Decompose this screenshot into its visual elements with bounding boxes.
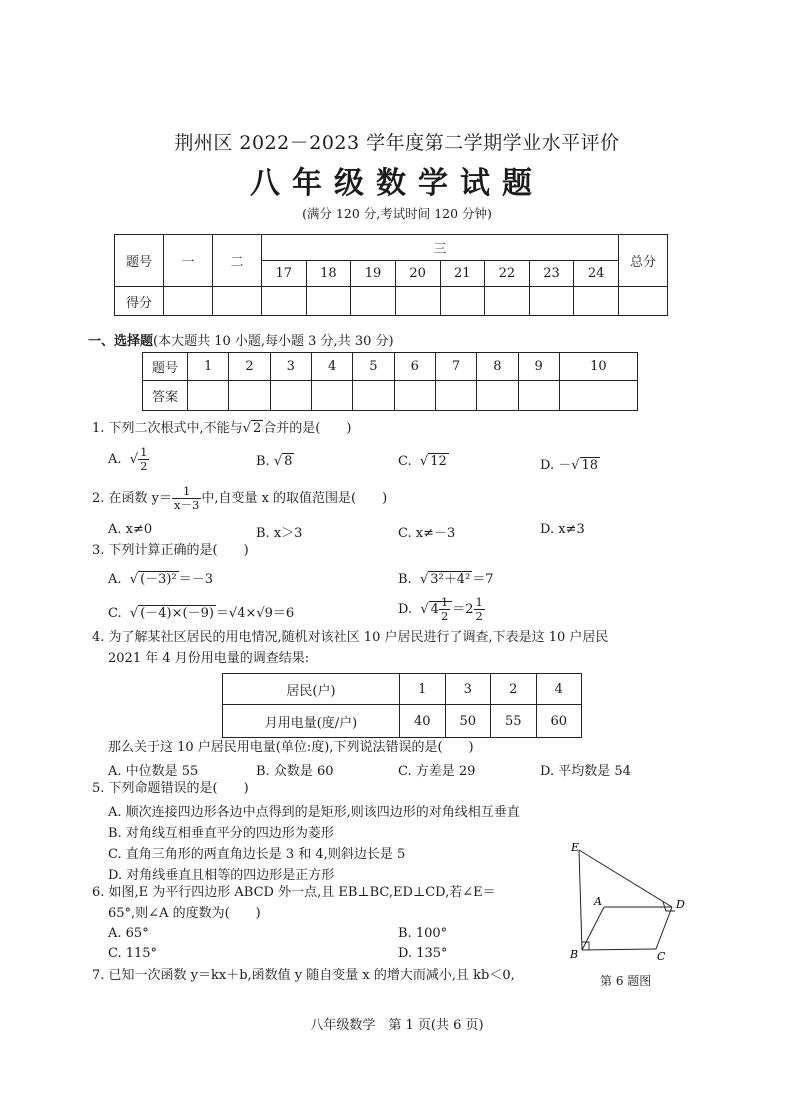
answer-label-ans: 答案 xyxy=(143,381,188,411)
answer-label-qno: 题号 xyxy=(143,353,188,381)
q3-option-c[interactable]: C. √ (－4)×(－9) ＝√4×√9＝6 xyxy=(108,606,295,621)
q1-b-rad: 8 xyxy=(284,454,293,469)
label-c: C xyxy=(657,950,666,963)
label-b: B xyxy=(570,948,579,961)
answer-cell[interactable] xyxy=(559,381,637,411)
segment-ed xyxy=(579,850,672,907)
q1-option-a[interactable]: A. √ $\frac{1}{2}$ xyxy=(108,445,148,473)
answer-col: 9 xyxy=(518,353,559,381)
q6-option-b[interactable]: B. 100° xyxy=(398,926,448,941)
score-cell[interactable] xyxy=(262,287,307,316)
answer-col: 8 xyxy=(477,353,518,381)
q2-stem-b: 中,自变量 x 的取值范围是( ) xyxy=(201,491,388,506)
q5-stem: 5. 下列命题错误的是( ) xyxy=(92,781,249,796)
q3-a-label: A. xyxy=(108,572,122,587)
q1-option-c[interactable]: C. √ 12 xyxy=(398,454,447,469)
q2-fraction xyxy=(172,485,201,512)
answer-cell[interactable] xyxy=(518,381,559,411)
power-cell: 3 xyxy=(445,674,491,705)
exam-region-title: 荆州区 2022－2023 学年度第二学期学业水平评价 xyxy=(174,132,620,154)
q3-d-num: 1 xyxy=(440,595,449,609)
q2-den: x－3 xyxy=(174,498,200,512)
score-col-2: 二 xyxy=(213,235,262,287)
q1-stem: 1. 下列二次根式中,不能与√ 2 合并的是( ) xyxy=(92,421,352,436)
q1-d-label: D. － xyxy=(540,458,572,473)
q1-a-num: 1 xyxy=(140,445,148,459)
answer-cell[interactable] xyxy=(311,381,352,411)
answer-col: 1 xyxy=(188,353,229,381)
score-sub-col: 19 xyxy=(351,261,396,287)
q3-a-rest: ＝－3 xyxy=(178,572,214,587)
q5-option-a[interactable]: A. 顺次连接四边形各边中点得到的是矩形,则该四边形的对角线相互垂直 xyxy=(108,805,520,820)
score-cell[interactable] xyxy=(529,287,574,316)
q4-stem-line3: 那么关于这 10 户居民用电量(单位:度),下列说法错误的是( ) xyxy=(108,740,474,755)
power-cell: 1 xyxy=(400,674,446,705)
segment-ab xyxy=(582,907,604,950)
q1-stem-b: 合并的是( ) xyxy=(263,421,352,436)
q2-option-a[interactable]: A. x≠0 xyxy=(108,522,153,537)
score-cell[interactable] xyxy=(440,287,485,316)
q3-c-rest: ＝√4×√9＝6 xyxy=(215,606,295,621)
section-1-desc: (本大题共 10 小题,每小题 3 分,共 30 分) xyxy=(153,334,394,349)
q2-option-d[interactable]: D. x≠3 xyxy=(540,522,585,537)
q3-option-b[interactable]: B. √ 3²＋4² ＝7 xyxy=(398,572,494,587)
score-col-total: 总分 xyxy=(619,235,668,287)
q4-stem-line1: 4. 为了解某社区居民的用电情况,随机对该社区 10 户居民进行了调查,下表是这 10 户居民 xyxy=(92,630,609,645)
segment-cd xyxy=(656,907,672,949)
score-cell[interactable] xyxy=(213,287,262,316)
segment-bc xyxy=(582,949,656,950)
score-col-1: 一 xyxy=(164,235,213,287)
q6-option-c[interactable]: C. 115° xyxy=(108,946,158,961)
score-cell[interactable] xyxy=(306,287,351,316)
exam-title: 八年级数学试题 xyxy=(250,166,544,201)
score-cell[interactable] xyxy=(574,287,619,316)
power-row2-label: 月用电量(度/户) xyxy=(223,705,400,738)
power-cell: 40 xyxy=(400,705,446,738)
q1-c-label: C. xyxy=(398,454,412,469)
q1-b-label: B. xyxy=(256,454,270,469)
q3-d-int: 4 xyxy=(430,602,439,617)
q1-a-den: 2 xyxy=(140,459,148,473)
q6-option-d[interactable]: D. 135° xyxy=(398,946,448,961)
answer-cell[interactable] xyxy=(435,381,476,411)
q3-d-label: D. xyxy=(398,602,413,617)
answer-cell[interactable] xyxy=(229,381,270,411)
q1-c-rad: 12 xyxy=(430,454,447,469)
q3-c-rad: (－4)×(－9) xyxy=(140,606,214,621)
power-cell: 60 xyxy=(536,705,582,738)
score-sub-col: 21 xyxy=(440,261,485,287)
score-col-3: 三 xyxy=(262,235,619,261)
q2-option-c[interactable]: C. x≠－3 xyxy=(398,526,456,541)
q6-geometry-figure xyxy=(560,836,700,970)
q6-option-a[interactable]: A. 65° xyxy=(108,926,149,941)
label-a: A xyxy=(594,895,602,908)
answer-col: 7 xyxy=(435,353,476,381)
score-sub-col: 17 xyxy=(262,261,307,287)
power-usage-table xyxy=(222,673,582,738)
answer-table xyxy=(142,352,638,411)
answer-col: 4 xyxy=(311,353,352,381)
answer-cell[interactable] xyxy=(270,381,311,411)
q2-num: 1 xyxy=(172,485,201,499)
q3-d-frac2 xyxy=(474,596,485,623)
q5-option-c[interactable]: C. 直角三角形的两直角边长是 3 和 4,则斜边长是 5 xyxy=(108,847,406,862)
q3-b-rest: ＝7 xyxy=(472,572,494,587)
q2-stem-a: 2. 在函数 y＝ xyxy=(92,491,173,506)
q3-d-frac xyxy=(439,596,450,623)
score-cell[interactable] xyxy=(395,287,440,316)
power-row1-label: 居民(户) xyxy=(223,674,400,705)
score-cell[interactable] xyxy=(485,287,530,316)
q1-d-rad: 18 xyxy=(581,458,599,473)
answer-col: 5 xyxy=(353,353,394,381)
power-cell: 2 xyxy=(491,674,537,705)
answer-col: 3 xyxy=(270,353,311,381)
q7-stem: 7. 已知一次函数 y＝kx＋b,函数值 y 随自变量 x 的增大而减小,且 kb＜0, xyxy=(92,968,515,983)
power-cell: 50 xyxy=(445,705,491,738)
answer-cell[interactable] xyxy=(188,381,229,411)
q1-stem-radicand: 2 xyxy=(252,421,262,436)
q3-a-rad: (－3)² xyxy=(140,572,177,587)
segment-eb xyxy=(579,850,582,950)
q3-b-label: B. xyxy=(398,572,412,587)
score-cell[interactable] xyxy=(619,287,668,316)
q4-option-d[interactable]: D. 平均数是 54 xyxy=(540,764,631,779)
label-e: E xyxy=(571,841,580,854)
score-label-qno: 题号 xyxy=(115,235,164,287)
score-sub-col: 24 xyxy=(574,261,619,287)
power-cell: 55 xyxy=(491,705,537,738)
q1-option-b[interactable]: B. √ 8 xyxy=(256,454,293,469)
score-sub-col: 22 xyxy=(485,261,530,287)
q3-stem: 3. 下列计算正确的是( ) xyxy=(92,543,249,558)
answer-col: 6 xyxy=(394,353,435,381)
q2-option-b[interactable]: B. x＞3 xyxy=(256,526,303,541)
q1-a-fraction xyxy=(138,446,149,473)
q3-d-mid: ＝2 xyxy=(452,602,474,617)
score-cell[interactable] xyxy=(351,287,396,316)
q3-option-a[interactable]: A. √ (－3)² ＝－3 xyxy=(108,572,214,587)
answer-col: 10 xyxy=(559,353,637,381)
q4-option-c[interactable]: C. 方差是 29 xyxy=(398,764,476,779)
q4-option-a[interactable]: A. 中位数是 55 xyxy=(108,764,199,779)
q4-option-b[interactable]: B. 众数是 60 xyxy=(256,764,334,779)
q5-option-b[interactable]: B. 对角线互相垂直平分的四边形为菱形 xyxy=(108,826,334,841)
q6-figure-caption: 第 6 题图 xyxy=(600,974,652,988)
score-cell[interactable] xyxy=(164,287,213,316)
q3-d-num2: 1 xyxy=(475,595,483,609)
q3-d-den2: 2 xyxy=(475,609,483,623)
section-1-title: 一、选择题 xyxy=(88,334,154,349)
q3-d-den: 2 xyxy=(440,609,449,623)
q5-option-d[interactable]: D. 对角线垂直且相等的四边形是正方形 xyxy=(108,868,335,883)
section-1-heading xyxy=(88,330,394,349)
label-d: D xyxy=(676,898,685,911)
q1-stem-a: 1. 下列二次根式中,不能与 xyxy=(92,421,243,436)
q3-option-d[interactable]: D. √ 4 $\frac{1}{2}$ ＝2 $\frac{1}{2}$ xyxy=(398,595,483,623)
score-sub-col: 23 xyxy=(529,261,574,287)
q6-stem-line1: 6. 如图,E 为平行四边形 ABCD 外一点,且 EB⊥BC,ED⊥CD,若∠E＝ xyxy=(92,885,496,900)
q3-c-label: C. xyxy=(108,606,122,621)
score-sub-col: 20 xyxy=(395,261,440,287)
answer-cell[interactable] xyxy=(394,381,435,411)
q1-a-label: A. xyxy=(108,452,122,467)
page-footer: 八年级数学 第 1 页(共 6 页) xyxy=(310,1018,484,1033)
power-cell: 4 xyxy=(536,674,582,705)
score-label-score: 得分 xyxy=(115,287,164,316)
score-table xyxy=(114,234,668,316)
q4-stem-line2: 2021 年 4 月份用电量的调查结果: xyxy=(108,651,310,666)
q6-stem-line2: 65°,则∠A 的度数为( ) xyxy=(108,906,261,921)
q3-b-rad: 3²＋4² xyxy=(430,572,471,587)
q1-option-d[interactable]: D. －√ 18 xyxy=(540,458,599,473)
q2-stem xyxy=(92,485,387,512)
exam-subtitle: (满分 120 分,考试时间 120 分钟) xyxy=(302,206,492,221)
answer-cell[interactable] xyxy=(477,381,518,411)
answer-col: 2 xyxy=(229,353,270,381)
answer-cell[interactable] xyxy=(353,381,394,411)
score-sub-col: 18 xyxy=(306,261,351,287)
